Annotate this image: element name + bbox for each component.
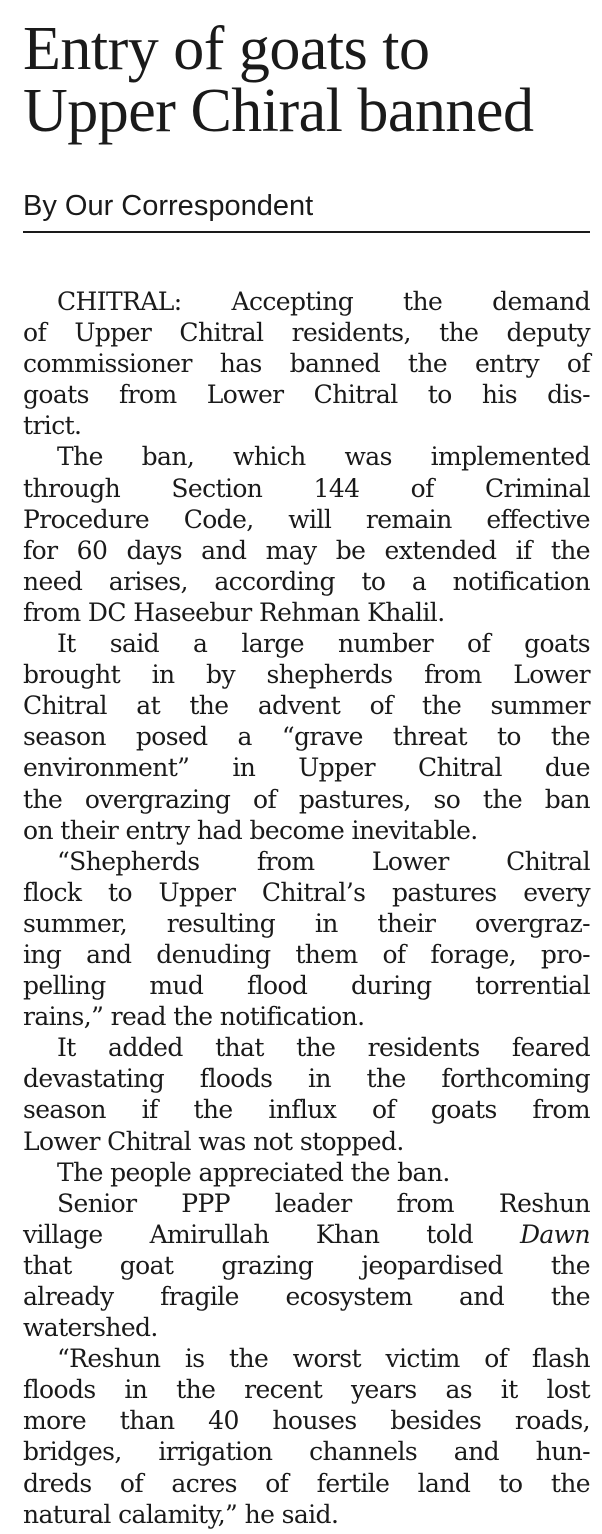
text-line: dreds of acres of fertile land to the: [23, 1468, 590, 1498]
text-line: It added that the residents feared: [57, 1033, 590, 1063]
text-line: [23, 1219, 590, 1250]
text-line: through Section 144 of Criminal: [23, 473, 590, 503]
text-line: that goat grazing jeopardised the: [23, 1250, 590, 1280]
text-line: more than 40 houses besides roads,: [23, 1406, 590, 1436]
text-line: commissioner has banned the entry of: [23, 349, 590, 379]
text-line: on their entry had become inevitable.: [23, 815, 478, 845]
text-line: devastating floods in the forthcoming: [23, 1064, 590, 1094]
text-line: The people appreciated the ban.: [57, 1157, 450, 1187]
text-line: summer, resulting in their overgraz-: [23, 908, 590, 938]
text-line: Lower Chitral was not stopped.: [23, 1126, 404, 1156]
text-line: from DC Haseebur Rehman Khalil.: [23, 597, 445, 627]
text-line: ing and denuding them of forage, pro-: [23, 939, 590, 969]
news-article: [23, 0, 590, 1530]
headline: [23, 0, 590, 145]
paragraph-4: [23, 846, 590, 1033]
paragraph-3: [23, 628, 590, 846]
text-line: The ban, which was implemented: [57, 442, 590, 472]
text-line: watershed.: [23, 1313, 158, 1343]
headline-line-2: Upper Chiral banned: [23, 77, 534, 145]
text-line: Chitral at the advent of the summer: [23, 691, 590, 721]
paragraph-7: [23, 1188, 590, 1343]
text-line: of Upper Chitral residents, the deputy: [23, 318, 590, 348]
text-line: already fragile ecosystem and the: [23, 1282, 590, 1311]
paragraph-2: [23, 441, 590, 628]
text-line: Senior PPP leader from Reshun: [57, 1188, 590, 1218]
text-line: the overgrazing of pastures, so the ban: [23, 784, 590, 814]
text-line: floods in the recent years as it lost: [23, 1375, 590, 1405]
text-line: Procedure Code, will remain effective: [23, 504, 590, 534]
text-line: It said a large number of goats: [57, 629, 590, 659]
paragraph-1: [23, 286, 590, 441]
headline-line-1: Entry of goats to: [23, 15, 430, 83]
text-line: pelling mud flood during torrential: [23, 971, 590, 1001]
text-line: “Shepherds from Lower Chitral: [57, 846, 590, 876]
text-fragment: village Amirullah Khan told: [23, 1219, 520, 1249]
text-line: bridges, irrigation channels and hun-: [23, 1437, 590, 1467]
publication-name: Dawn: [519, 1219, 590, 1249]
paragraph-5: [23, 1032, 590, 1156]
text-line: need arises, according to a notification: [23, 566, 590, 596]
article-body: [23, 286, 590, 1530]
text-line: natural calamity,” he said.: [23, 1499, 339, 1529]
text-line: brought in by shepherds from Lower: [23, 660, 590, 690]
text-line: flock to Upper Chitral’s pastures every: [23, 877, 590, 907]
text-line: goats from Lower Chitral to his dis-: [23, 380, 590, 410]
text-line: season posed a “grave threat to the: [23, 722, 590, 752]
text-line: environment” in Upper Chitral due: [23, 753, 590, 783]
text-line: for 60 days and may be extended if the: [23, 535, 590, 565]
byline-divider: [23, 231, 590, 233]
paragraph-8: [23, 1343, 590, 1530]
byline: By Our Correspondent: [23, 190, 314, 222]
text-line: trict.: [23, 411, 82, 441]
text-line: CHITRAL: Accepting the demand: [57, 287, 590, 316]
paragraph-6: [23, 1157, 590, 1188]
text-line: rains,” read the notification.: [23, 1002, 365, 1032]
text-line: “Reshun is the worst victim of flash: [57, 1344, 590, 1374]
text-line: season if the influx of goats from: [23, 1095, 590, 1125]
